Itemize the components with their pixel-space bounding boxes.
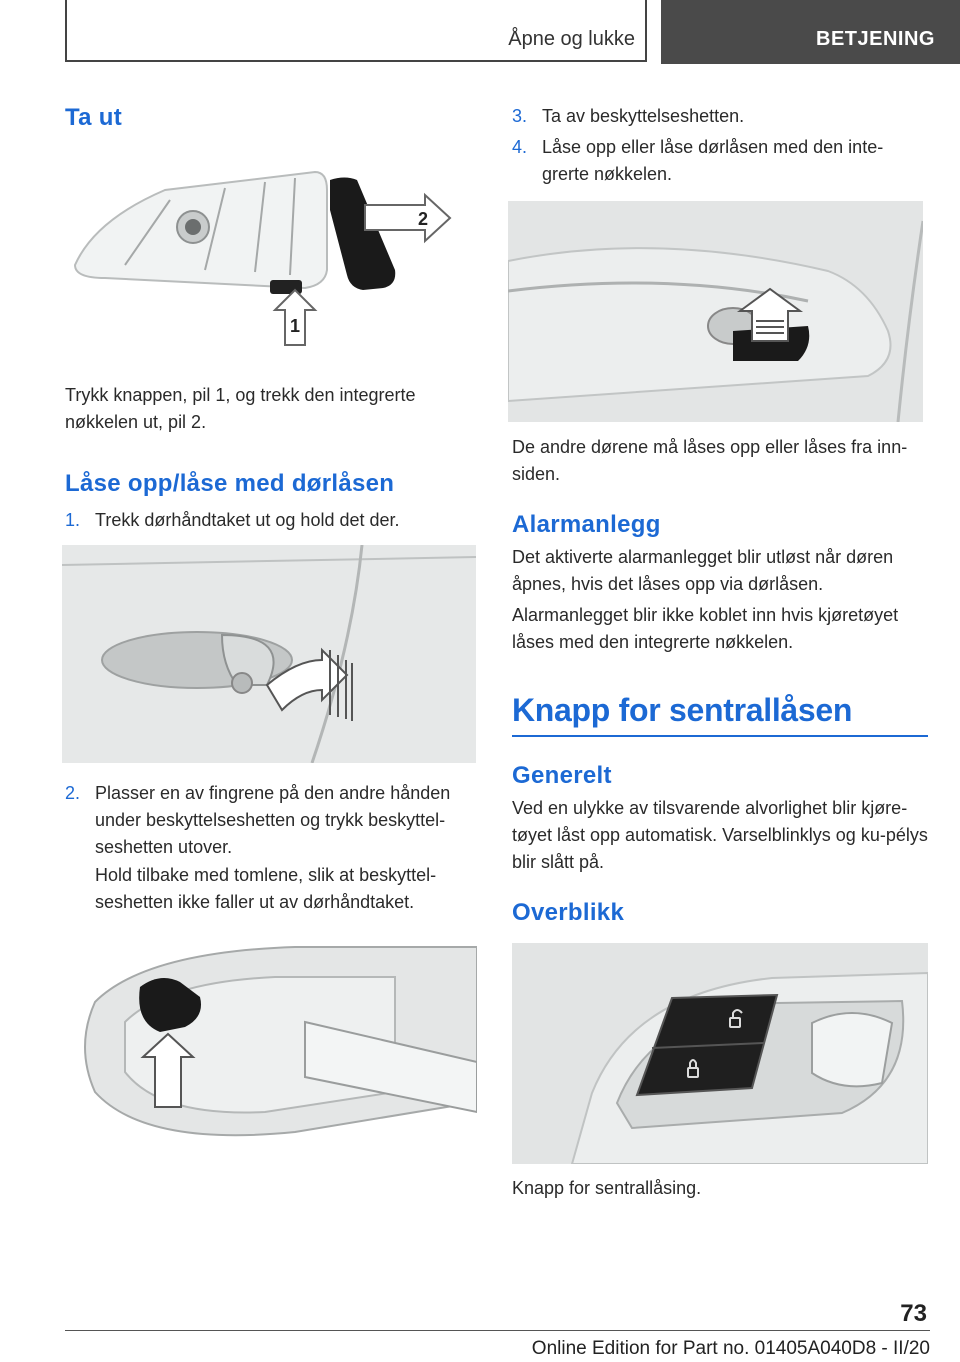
para-other-doors: De andre dørene må låses opp eller låses fra inn‐siden. xyxy=(512,437,908,484)
arrow-label-2: 2 xyxy=(418,209,429,229)
step-1-text: Trekk dørhåndtaket ut og hold det der. xyxy=(95,510,400,530)
step-2-number: 2. xyxy=(65,783,81,803)
heading-ta-ut: Ta ut xyxy=(65,104,123,131)
para-ta-ut: Trykk knappen, pil 1, og trekk den integrerte nøkkelen ut, pil 2. xyxy=(65,385,416,432)
para-alarm-2: Alarmanlegget blir ikke koblet inn hvis kjøretøyet låses med den integrerte nøkkelen. xyxy=(512,605,899,652)
para-alarm-1: Det aktiverte alarmanlegget blir utløst når døren åpnes, hvis det låses opp via dørlåsen. xyxy=(512,547,894,594)
figure-caption: Knapp for sentrallåsing. xyxy=(512,1178,702,1198)
step-1-number: 1. xyxy=(65,510,81,530)
step-4-text: Låse opp eller låse dørlåsen med den inte‐grerte nøkkelen. xyxy=(542,137,884,184)
heading-rule xyxy=(512,735,928,737)
figure-key-removal xyxy=(65,160,477,350)
arrow-label-1: 1 xyxy=(290,316,301,336)
figure-central-lock-button xyxy=(512,943,928,1164)
chapter-tab: BETJENING xyxy=(661,0,960,64)
step-4-number: 4. xyxy=(512,137,528,157)
step-3-text: Ta av beskyttelseshetten. xyxy=(542,106,745,126)
heading-overblikk: Overblikk xyxy=(512,899,625,926)
figure-protective-cap xyxy=(65,942,477,1168)
page-number: 73 xyxy=(900,1300,927,1327)
heading-alarmanlegg: Alarmanlegg xyxy=(512,511,661,538)
step-3-number: 3. xyxy=(512,106,528,126)
step-2-text: Plasser en av fingrene på den andre hånden under beskyttelseshetten og trykk beskyttel‐seshetten utover. xyxy=(95,783,451,857)
para-generelt: Ved en ulykke av tilsvarende alvorlighet blir kjøre‐tøyet låst opp automatisk. Varselblinklys og ku‐pélys blir slått på. xyxy=(512,798,928,872)
step-3 xyxy=(512,103,928,130)
heading-knapp-sentrallasen: Knapp for sentrallåsen xyxy=(512,692,853,728)
step-2-note: Hold tilbake med tomlene, slik at beskyttel‐seshetten ikke faller ut av dørhåndtaket. xyxy=(95,865,437,912)
step-1 xyxy=(65,507,477,534)
heading-lase-opp: Låse opp/låse med dørlåsen xyxy=(65,470,395,497)
edition-note: Online Edition for Part no. 01405A040D8 - II/20 xyxy=(531,1338,930,1359)
footer-rule xyxy=(65,1330,930,1331)
step-2 xyxy=(65,780,477,857)
figure-door-handle-pull xyxy=(62,545,476,763)
figure-lock-key xyxy=(508,201,923,422)
section-title: Åpne og lukke xyxy=(508,28,635,50)
step-4 xyxy=(512,134,928,184)
heading-generelt: Generelt xyxy=(512,762,612,789)
